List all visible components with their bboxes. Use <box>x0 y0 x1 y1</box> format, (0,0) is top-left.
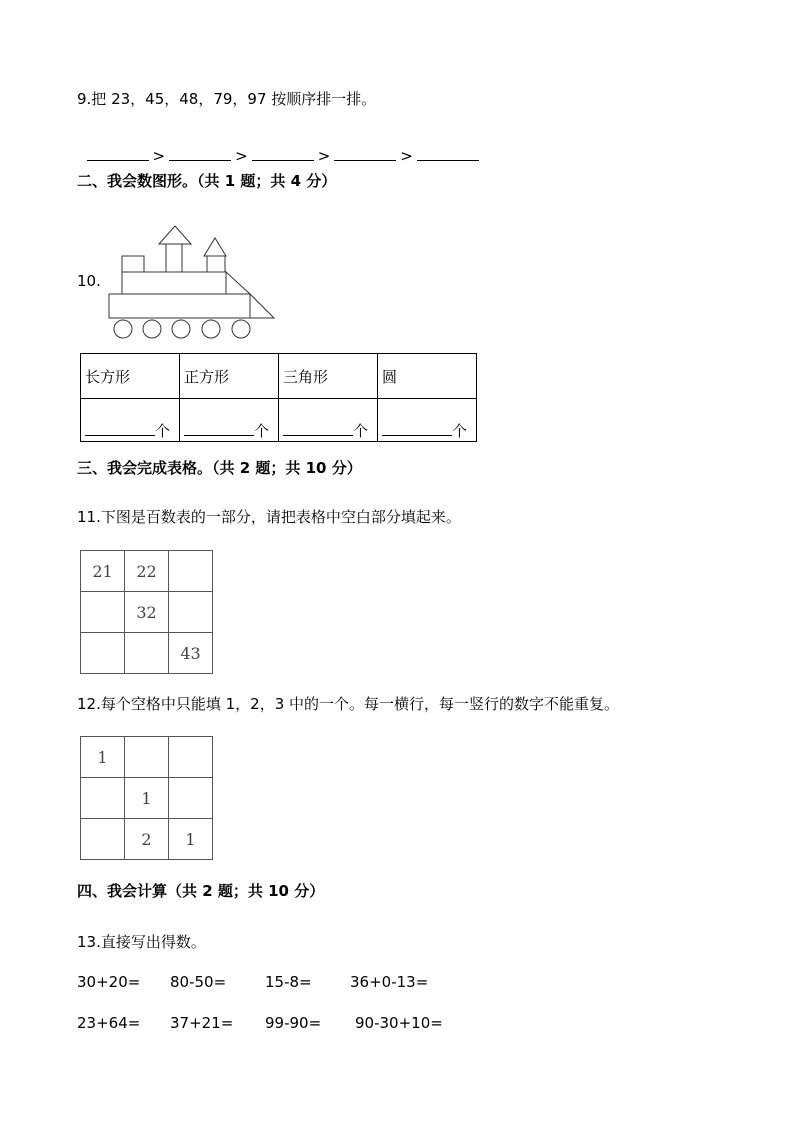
greater-than-sign: > <box>235 147 248 165</box>
count-blank[interactable] <box>382 423 452 436</box>
answer-blank[interactable] <box>334 146 396 161</box>
section-2-heading: 二、我会数图形。（共 1 题；共 4 分） <box>77 172 337 190</box>
greater-than-sign: > <box>317 147 331 165</box>
grid-cell: 43 <box>169 633 213 674</box>
grid-cell: 32 <box>125 592 169 633</box>
question-9-answer-row <box>77 128 479 165</box>
chimney-triangle-left <box>159 226 191 244</box>
unit-label: 个 <box>155 422 171 440</box>
chimney-rectangle-left <box>166 244 182 272</box>
header-circle: 圆 <box>378 354 477 399</box>
unit-label: 个 <box>254 422 270 440</box>
count-blank[interactable] <box>85 423 155 436</box>
greater-than-sign: > <box>152 147 166 165</box>
calc-item: 80-50= <box>170 973 227 991</box>
grid-cell: 1 <box>169 819 213 860</box>
train-figure <box>105 222 280 344</box>
answer-blank[interactable] <box>252 146 314 161</box>
shape-count-table <box>80 353 477 442</box>
calc-item: 90-30+10= <box>355 1014 443 1032</box>
question-13-text: 13.直接写出得数。 <box>77 933 206 951</box>
count-blank[interactable] <box>283 423 353 436</box>
wheel-circle <box>232 320 250 338</box>
answer-blank[interactable] <box>87 146 149 161</box>
count-cell[interactable] <box>180 399 279 442</box>
upper-body-slope <box>226 272 250 294</box>
front-triangle <box>250 294 274 318</box>
question-11-text: 11.下图是百数表的一部分，请把表格中空白部分填起来。 <box>77 508 461 526</box>
grid-cell: 2 <box>125 819 169 860</box>
calc-item: 99-90= <box>265 1014 322 1032</box>
grid-cell: 1 <box>125 778 169 819</box>
calc-item: 15-8= <box>265 973 312 991</box>
calc-item: 23+64= <box>77 1014 141 1032</box>
header-square: 正方形 <box>180 354 279 399</box>
grid-cell[interactable] <box>169 778 213 819</box>
wheel-circle <box>114 320 132 338</box>
count-cell[interactable] <box>378 399 477 442</box>
calc-item: 30+20= <box>77 973 141 991</box>
section-4-heading: 四、我会计算（共 2 题；共 10 分） <box>77 882 325 900</box>
greater-than-sign: > <box>400 147 413 165</box>
grid-cell[interactable] <box>169 737 213 778</box>
lower-body-rectangle <box>109 294 250 318</box>
upper-body-rectangle <box>122 272 226 294</box>
unit-label: 个 <box>452 422 468 440</box>
wheel-circle <box>143 320 161 338</box>
calc-item: 36+0-13= <box>350 973 429 991</box>
grid-cell[interactable] <box>125 633 169 674</box>
question-12-text: 12.每个空格中只能填 1，2，3 中的一个。每一横行，每一竖行的数字不能重复。 <box>77 695 620 713</box>
count-cell[interactable] <box>279 399 378 442</box>
wheel-circle <box>172 320 190 338</box>
grid-cell[interactable] <box>125 737 169 778</box>
wheel-circle <box>202 320 220 338</box>
sudoku-grid <box>80 736 213 860</box>
chimney-rectangle-right <box>207 256 225 272</box>
grid-cell[interactable] <box>169 551 213 592</box>
grid-cell[interactable] <box>81 819 125 860</box>
chimney-triangle-right <box>204 238 226 256</box>
header-triangle: 三角形 <box>279 354 378 399</box>
question-9-text: 9.把 23，45，48，79，97 按顺序排一排。 <box>77 90 377 108</box>
count-blank[interactable] <box>184 423 254 436</box>
grid-cell[interactable] <box>169 592 213 633</box>
unit-label: 个 <box>353 422 369 440</box>
hundred-chart-grid <box>80 550 213 674</box>
count-cell[interactable] <box>81 399 180 442</box>
grid-cell: 22 <box>125 551 169 592</box>
section-3-heading: 三、我会完成表格。（共 2 题；共 10 分） <box>77 459 362 477</box>
grid-cell[interactable] <box>81 778 125 819</box>
answer-blank[interactable] <box>417 146 479 161</box>
grid-cell: 21 <box>81 551 125 592</box>
header-rectangle: 长方形 <box>81 354 180 399</box>
grid-cell[interactable] <box>81 633 125 674</box>
cabin-square <box>122 256 144 272</box>
answer-blank[interactable] <box>169 146 231 161</box>
grid-cell[interactable] <box>81 592 125 633</box>
calc-item: 37+21= <box>170 1014 234 1032</box>
grid-cell: 1 <box>81 737 125 778</box>
question-10-number: 10. <box>77 272 101 290</box>
